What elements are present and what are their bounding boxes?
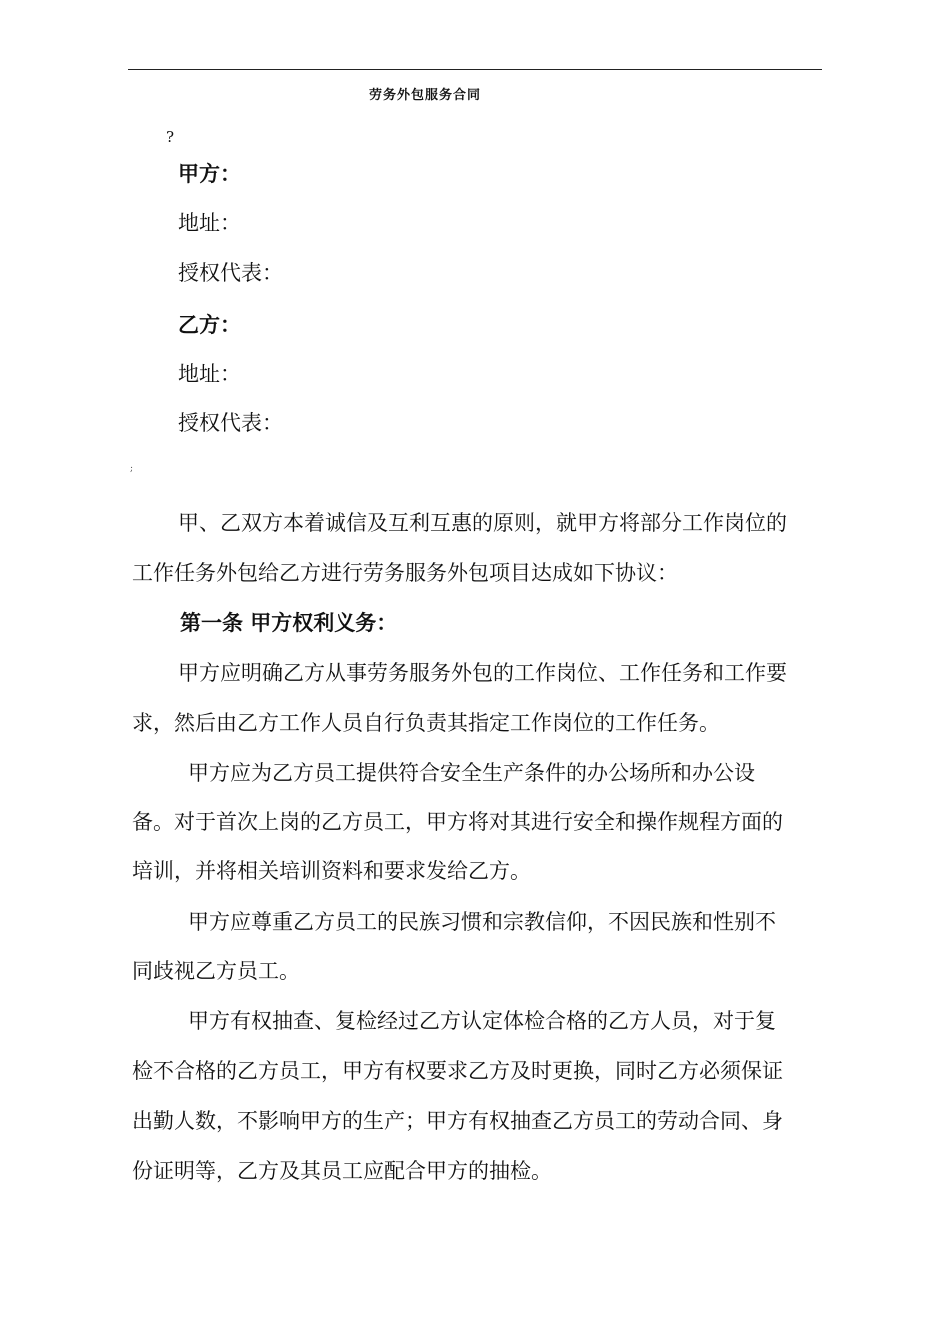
article-1-p4-line-3: 出勤人数，不影响甲方的生产；甲方有权抽查乙方员工的劳动合同、身 — [132, 1109, 783, 1133]
preamble-line-1: 甲、乙双方本着诚信及互利互惠的原则，就甲方将部分工作岗位的 — [178, 511, 787, 535]
article-1-p1-line-2: 求，然后由乙方工作人员自行负责其指定工作岗位的工作任务。 — [132, 711, 720, 735]
party-a-address-label: 地址： — [178, 211, 241, 235]
stray-question-mark: ? — [166, 128, 175, 146]
preamble-line-2: 工作任务外包给乙方进行劳务服务外包项目达成如下协议： — [132, 561, 678, 585]
party-b-address-label: 地址： — [178, 362, 241, 386]
article-1-p3-line-1: 甲方应尊重乙方员工的民族习惯和宗教信仰，不因民族和性别不 — [188, 910, 776, 934]
party-a-representative-label: 授权代表： — [178, 261, 283, 285]
article-1-p2-line-3: 培训，并将相关培训资料和要求发给乙方。 — [132, 859, 531, 883]
article-1-heading: 第一条 甲方权利义务： — [180, 610, 398, 635]
document-header-title: 劳务外包服务合同 — [369, 88, 482, 103]
article-1-p2-line-2: 备。对于首次上岗的乙方员工，甲方将对其进行安全和操作规程方面的 — [132, 810, 783, 834]
article-1-p4-line-1: 甲方有权抽查、复检经过乙方认定体检合格的乙方人员，对于复 — [188, 1009, 776, 1033]
stray-small-mark: ; — [130, 464, 134, 474]
party-b-label: 乙方： — [178, 312, 241, 337]
article-1-p4-line-4: 份证明等，乙方及其员工应配合甲方的抽检。 — [132, 1159, 552, 1183]
party-b-representative-label: 授权代表： — [178, 411, 283, 435]
party-a-label: 甲方： — [178, 161, 241, 186]
article-1-p2-line-1: 甲方应为乙方员工提供符合安全生产条件的办公场所和办公设 — [188, 761, 755, 785]
article-1-p3-line-2: 同歧视乙方员工。 — [132, 959, 300, 983]
article-1-p1-line-1: 甲方应明确乙方从事劳务服务外包的工作岗位、工作任务和工作要 — [178, 661, 787, 685]
header-rule — [128, 69, 822, 70]
article-1-p4-line-2: 检不合格的乙方员工，甲方有权要求乙方及时更换，同时乙方必须保证 — [132, 1059, 783, 1083]
